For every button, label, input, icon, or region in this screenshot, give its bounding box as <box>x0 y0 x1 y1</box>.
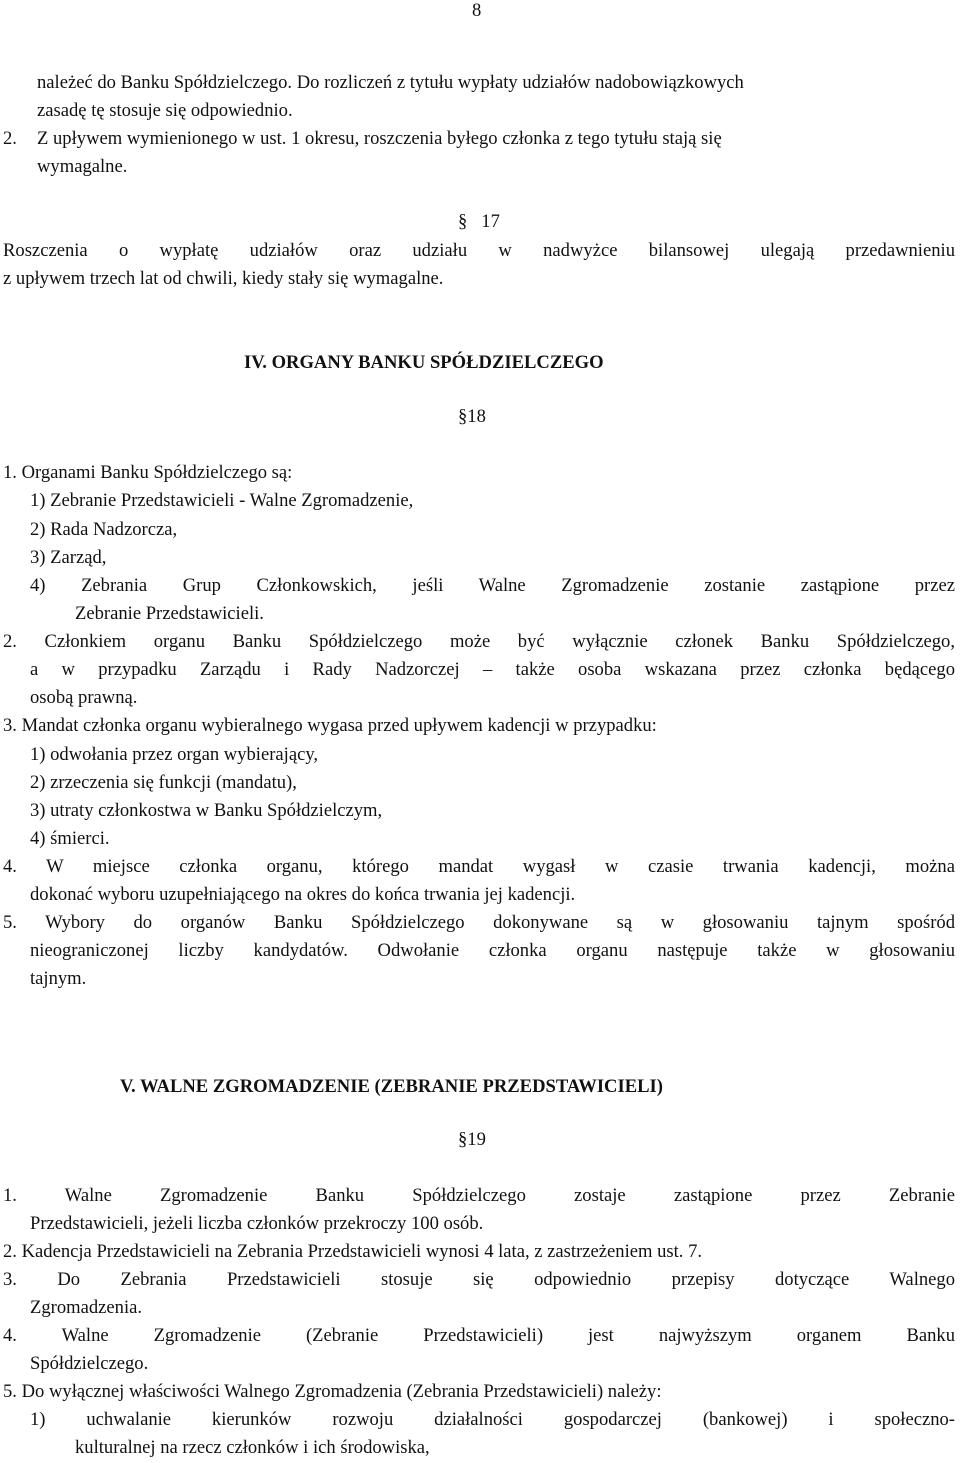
text-line: Z upływem wymienionego w ust. 1 okresu, roszczenia byłego członka z tego tytułu stają się <box>37 128 722 149</box>
paragraph-line: osobą prawną. <box>30 687 138 708</box>
paragraph-line: tajnym. <box>30 968 87 989</box>
paragraph-line: 1. Walne Zgromadzenie Banku Spółdzielczego zostaje zastąpione przez Zebranie <box>3 1185 955 1206</box>
paragraph-line: Zgromadzenia. <box>30 1297 143 1318</box>
paragraph-line: 1. Organami Banku Spółdzielczego są: <box>3 462 293 483</box>
list-item: 3) Zarząd, <box>30 547 107 568</box>
section-symbol: § <box>458 211 468 232</box>
paragraph-line: a w przypadku Zarządu i Rady Nadzorczej – także osoba wskazana przez członka będącego <box>30 659 955 680</box>
section-number: 17 <box>481 211 500 232</box>
paragraph-line: Roszczenia o wypłatę udziałów oraz udziału w nadwyżce bilansowej ulegają przedawnieniu <box>3 240 955 261</box>
chapter-title: V. WALNE ZGROMADZENIE (ZEBRANIE PRZEDSTAWICIELI) <box>120 1076 663 1097</box>
section-symbol: § <box>458 406 468 427</box>
list-item: kulturalnej na rzecz członków i ich środowiska, <box>75 1437 430 1458</box>
text-line: wymagalne. <box>37 156 128 177</box>
paragraph-line: 2. Kadencja Przedstawicieli na Zebrania Przedstawicieli wynosi 4 lata, z zastrzeżeniem ust. 7. <box>3 1241 703 1262</box>
paragraph-line: dokonać wyboru uzupełniającego na okres do końca trwania jej kadencji. <box>30 884 576 905</box>
list-item: 4) śmierci. <box>30 828 110 849</box>
section-number: 19 <box>467 1129 486 1150</box>
list-item: 3) utraty członkostwa w Banku Spółdzielczym, <box>30 800 383 821</box>
paragraph-line: Przedstawicieli, jeżeli liczba członków przekroczy 100 osób. <box>30 1213 484 1234</box>
section-heading <box>458 408 486 427</box>
page-number: 8 <box>472 0 482 21</box>
paragraph-line: 3. Mandat członka organu wybieralnego wygasa przed upływem kadencji w przypadku: <box>3 715 657 736</box>
list-item: 4) Zebrania Grup Członkowskich, jeśli Walne Zgromadzenie zostanie zastąpione przez <box>30 575 955 596</box>
paragraph-line: Spółdzielczego. <box>30 1353 149 1374</box>
list-number: 2. <box>3 128 17 149</box>
paragraph-line: 4. W miejsce członka organu, którego mandat wygasł w czasie trwania kadencji, można <box>3 856 955 877</box>
text-line: zasadę tę stosuje się odpowiednio. <box>37 100 293 121</box>
list-item: 1) Zebranie Przedstawicieli - Walne Zgromadzenie, <box>30 490 414 511</box>
list-item: Zebranie Przedstawicieli. <box>75 603 264 624</box>
list-item: 2) zrzeczenia się funkcji (mandatu), <box>30 772 297 793</box>
section-heading <box>458 1131 486 1150</box>
text-line: należeć do Banku Spółdzielczego. Do rozliczeń z tytułu wypłaty udziałów nadobowiązkowych <box>37 72 744 93</box>
paragraph-line: z upływem trzech lat od chwili, kiedy stały się wymagalne. <box>3 268 444 289</box>
list-item: 1) uchwalanie kierunków rozwoju działalności gospodarczej (bankowej) i społeczno- <box>30 1409 955 1430</box>
chapter-title: IV. ORGANY BANKU SPÓŁDZIELCZEGO <box>244 352 604 373</box>
section-number: 18 <box>467 406 486 427</box>
paragraph-line: 5. Do wyłącznej właściwości Walnego Zgromadzenia (Zebrania Przedstawicieli) należy: <box>3 1381 662 1402</box>
section-symbol: § <box>458 1129 468 1150</box>
paragraph-line: 5. Wybory do organów Banku Spółdzielczego dokonywane są w głosowaniu tajnym spośród <box>3 912 955 933</box>
list-item: 2) Rada Nadzorcza, <box>30 519 178 540</box>
paragraph-line: 2. Członkiem organu Banku Spółdzielczego może być wyłącznie członek Banku Spółdzielczego, <box>3 631 955 652</box>
paragraph-line: 3. Do Zebrania Przedstawicieli stosuje się odpowiednio przepisy dotyczące Walnego <box>3 1269 955 1290</box>
paragraph-line: nieograniczonej liczby kandydatów. Odwołanie członka organu następuje także w głosowaniu <box>30 940 955 961</box>
list-item: 1) odwołania przez organ wybierający, <box>30 744 319 765</box>
paragraph-line: 4. Walne Zgromadzenie (Zebranie Przedstawicieli) jest najwyższym organem Banku <box>3 1325 955 1346</box>
section-heading <box>458 213 500 232</box>
